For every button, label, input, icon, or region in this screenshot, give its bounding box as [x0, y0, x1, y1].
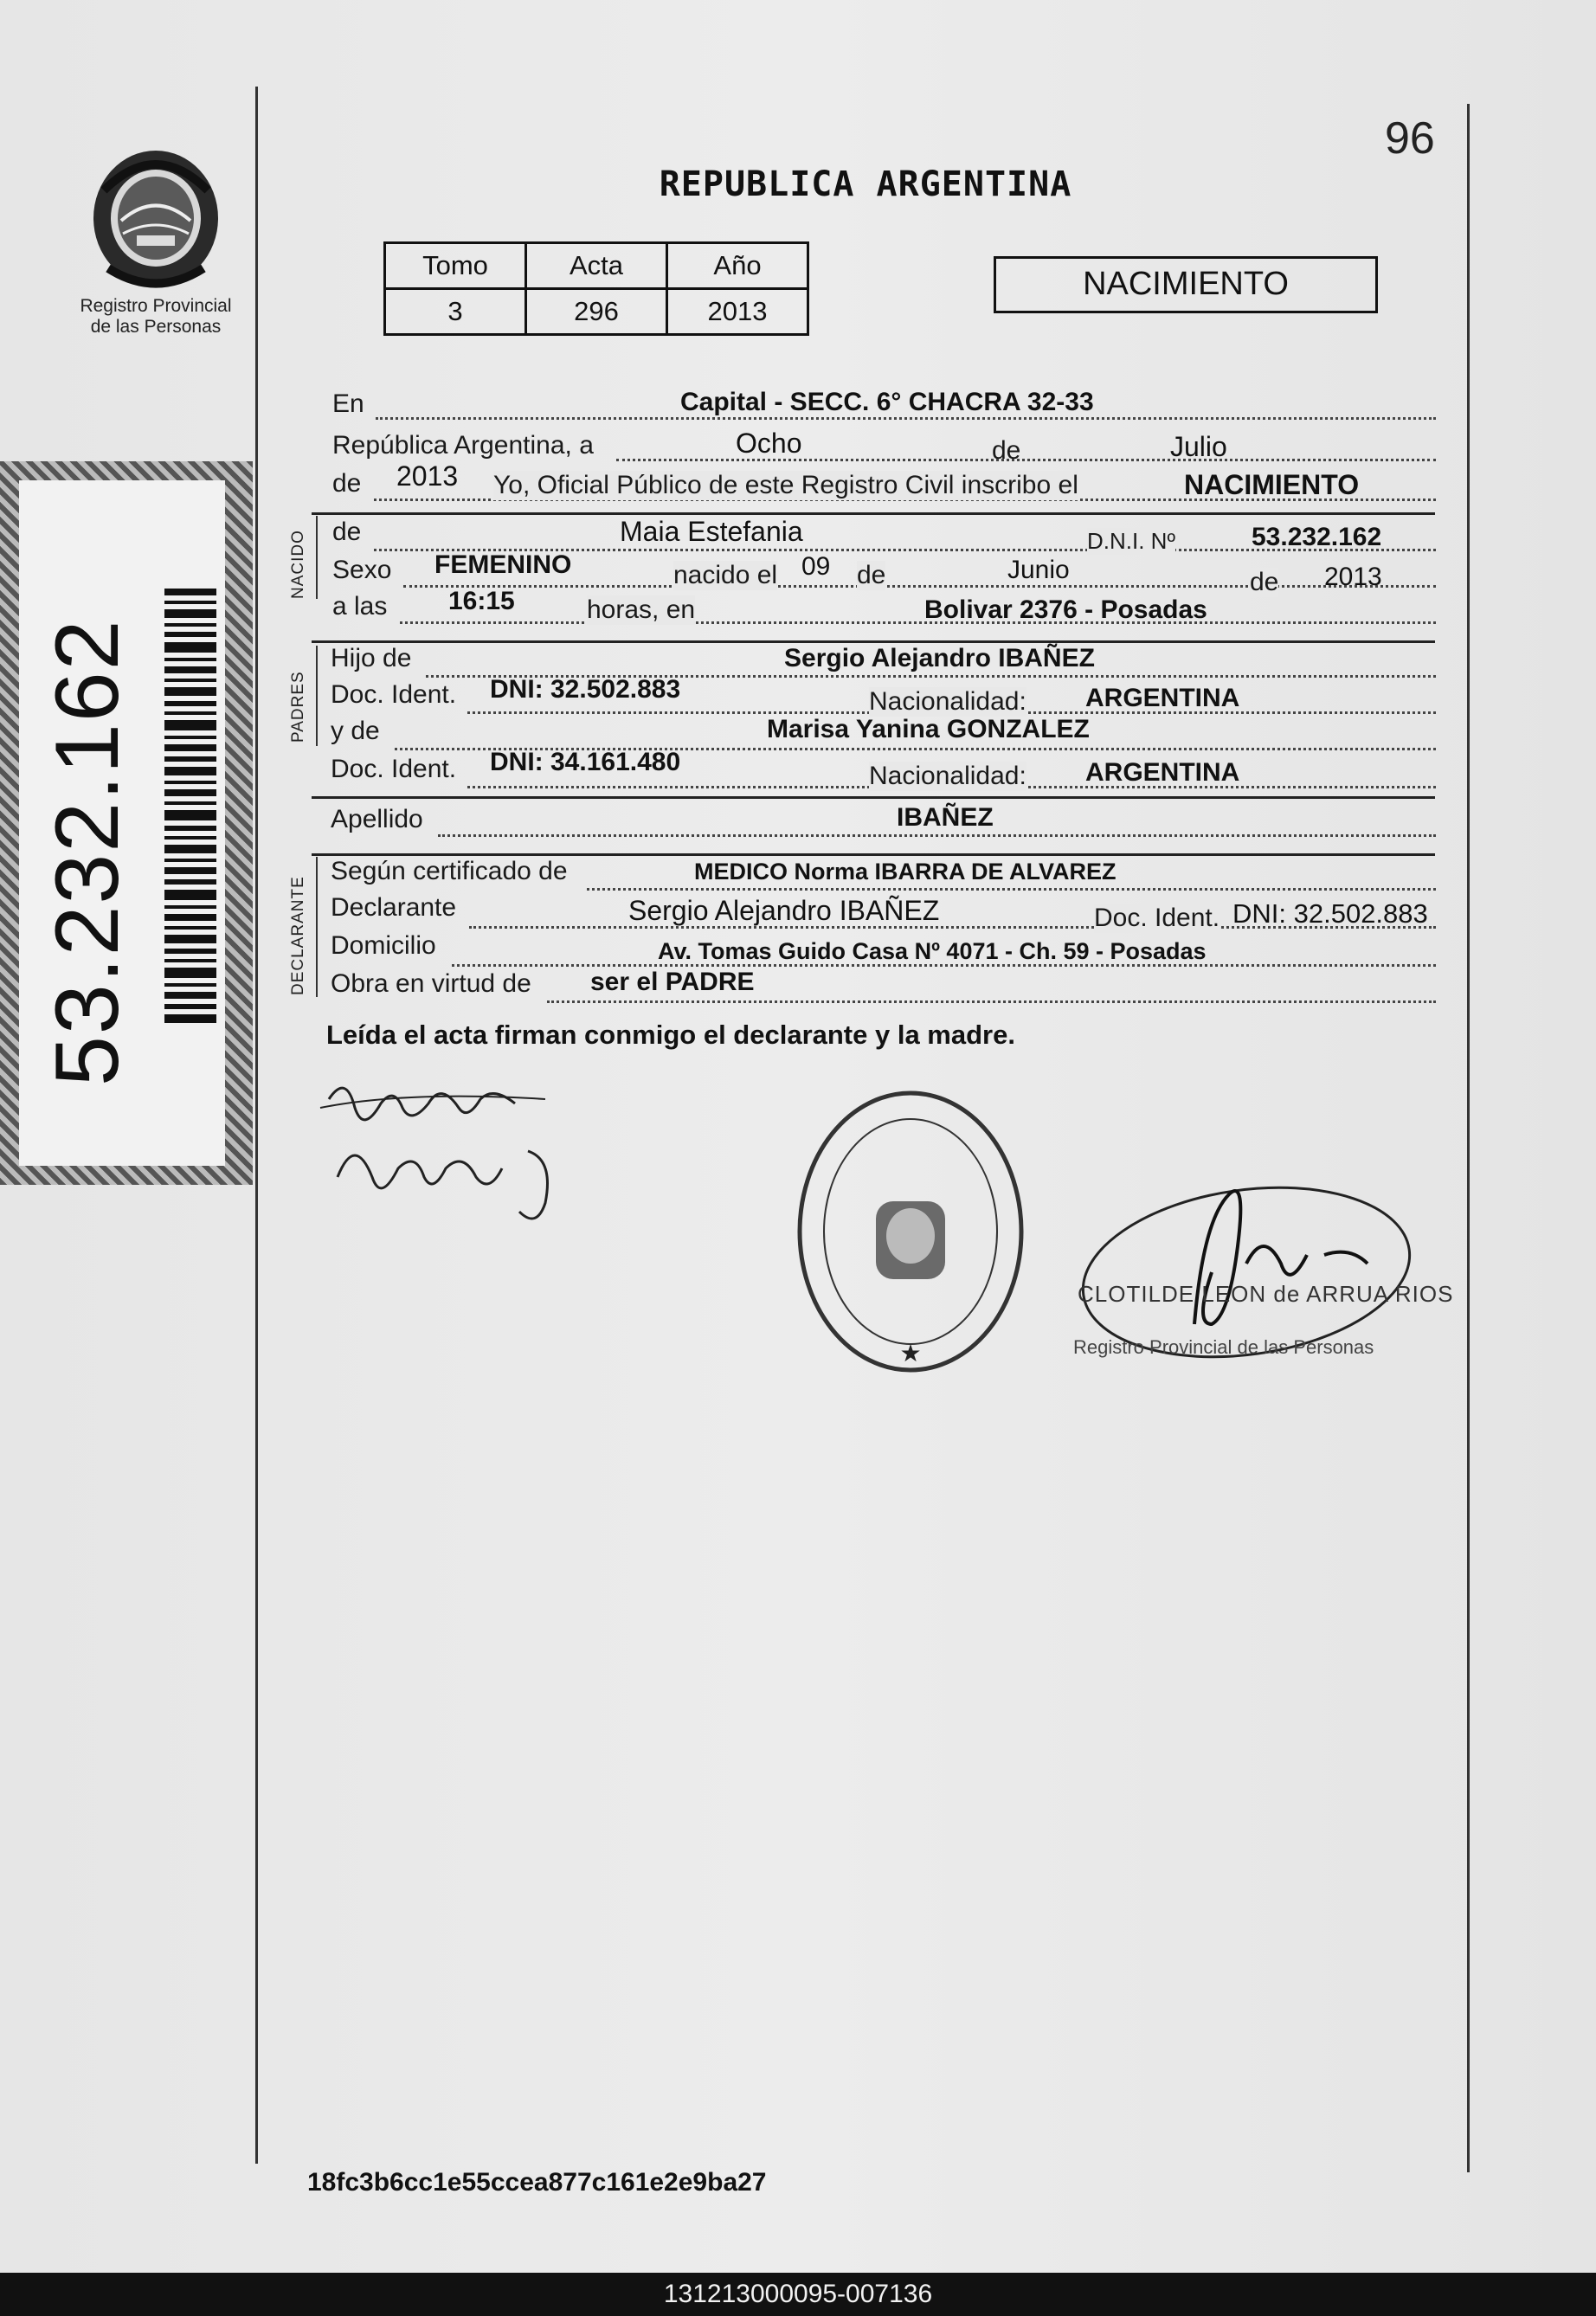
row-declarante [331, 891, 1436, 930]
label-hijo-de: Hijo de [331, 644, 412, 672]
register-value-anio: 2013 [667, 289, 808, 335]
closing-statement: Leída el acta firman conmigo el declarante y la madre. [326, 1020, 1015, 1050]
label-de: de [857, 561, 886, 589]
dotted-leader [376, 417, 1436, 420]
value-nombre: Maia Estefania [620, 516, 803, 547]
row-nombre [331, 516, 1436, 554]
value-madre: Marisa Yanina GONZALEZ [767, 715, 1090, 743]
dotted-leader [403, 585, 1436, 588]
register-header-row [385, 243, 808, 289]
logo-caption-line1: Registro Provincial [80, 296, 232, 316]
register-table [383, 241, 809, 336]
row-madre [331, 713, 1436, 751]
value-padre-doc: DNI: 32.502.883 [490, 675, 681, 704]
value-dni: 53.232.162 [1252, 523, 1382, 551]
label-doc-ident: Doc. Ident. [331, 680, 457, 709]
row-fecha-inscripcion [331, 428, 1436, 466]
value-madre-nacionalidad: ARGENTINA [1085, 758, 1240, 787]
label-nacionalidad: Nacionalidad: [869, 762, 1026, 790]
value-declarante: Sergio Alejandro IBAÑEZ [628, 895, 940, 926]
value-tipo-inscripcion: NACIMIENTO [1184, 469, 1360, 500]
value-anio-nacimiento: 2013 [1324, 563, 1382, 591]
value-anio-inscripcion: 2013 [396, 460, 459, 492]
value-lugar-inscripcion: Capital - SECC. 6° CHACRA 32-33 [680, 388, 1094, 416]
row-apellido [331, 801, 1436, 840]
left-margin-rule [255, 87, 258, 2164]
dotted-leader [400, 621, 1436, 624]
value-mes-nacimiento: Junio [1007, 556, 1070, 584]
logo-caption [52, 296, 260, 338]
value-sexo: FEMENINO [434, 550, 572, 579]
padres-section-line [316, 646, 318, 746]
document-title: REPUBLICA ARGENTINA [659, 164, 1072, 204]
label-domicilio: Domicilio [331, 931, 436, 960]
value-padre: Sergio Alejandro IBAÑEZ [784, 644, 1095, 672]
label-a-las: a las [332, 592, 388, 621]
right-margin-rule [1467, 104, 1470, 2172]
section-label-padres: PADRES [289, 671, 307, 743]
label-republica: República Argentina, a [332, 431, 594, 460]
label-doc-ident: Doc. Ident. [331, 755, 457, 783]
value-padre-nacionalidad: ARGENTINA [1085, 684, 1240, 712]
label-en: En [332, 389, 364, 418]
page-number: 96 [1385, 113, 1435, 164]
register-header-tomo: Tomo [385, 243, 526, 289]
dotted-leader [438, 834, 1436, 837]
label-nacionalidad: Nacionalidad: [869, 687, 1026, 716]
label-de: de [332, 518, 362, 546]
row-padre [331, 640, 1436, 679]
register-value-tomo: 3 [385, 289, 526, 335]
record-type-box: NACIMIENTO [994, 256, 1378, 313]
row-hora [331, 589, 1436, 627]
register-header-anio: Año [667, 243, 808, 289]
value-dia-inscripcion: Ocho [736, 428, 802, 459]
dotted-leader [547, 1000, 1436, 1003]
label-declarante: Declarante [331, 893, 457, 922]
label-de: de [332, 469, 362, 498]
row-oficial [331, 460, 1436, 504]
label-horas-en: horas, en [587, 595, 696, 624]
value-dia-nacimiento: 09 [801, 552, 831, 581]
signatures-declarante-madre [312, 1065, 589, 1238]
official-name: CLOTILDE LEON de ARRUA RIOS [1078, 1281, 1454, 1307]
value-certificado: MEDICO Norma IBARRA DE ALVAREZ [694, 859, 1117, 885]
label-de: de [1250, 568, 1279, 596]
label-dni: D.N.I. Nº [1087, 528, 1175, 554]
label-apellido: Apellido [331, 805, 423, 833]
row-obra [331, 966, 1436, 1004]
label-y-de: y de [331, 717, 380, 745]
label-nacido-el: nacido el [673, 561, 778, 589]
value-mes-inscripcion: Julio [1170, 431, 1227, 462]
value-obra: ser el PADRE [590, 968, 755, 996]
value-lugar-nacimiento: Bolivar 2376 - Posadas [924, 595, 1207, 624]
divider [312, 512, 1435, 515]
row-certificado [331, 853, 1436, 891]
row-padre-doc [331, 677, 1436, 715]
barcode-bars [164, 589, 216, 1030]
official-organization: Registro Provincial de las Personas [1073, 1336, 1374, 1358]
section-label-nacido: NACIDO [289, 530, 307, 599]
footer-code: 131213000095-007136 [0, 2273, 1596, 2316]
label-de: de [992, 436, 1021, 465]
divider [312, 796, 1435, 799]
row-sexo [331, 550, 1436, 596]
label-doc-ident: Doc. Ident. [1094, 904, 1220, 932]
section-label-declarante: DECLARANTE [289, 876, 307, 995]
value-apellido: IBAÑEZ [897, 803, 994, 832]
label-oficial-publico: Yo, Oficial Público de este Registro Civil inscribo el [493, 471, 1078, 499]
document-hash: 18fc3b6cc1e55ccea877c161e2e9ba27 [307, 2168, 767, 2197]
value-declarante-doc: DNI: 32.502.883 [1232, 898, 1428, 929]
register-header-acta: Acta [526, 243, 667, 289]
svg-text:★: ★ [899, 1340, 922, 1367]
register-value-acta: 296 [526, 289, 667, 335]
value-domicilio: Av. Tomas Guido Casa Nº 4071 - Ch. 59 - Posadas [658, 938, 1207, 964]
declarante-section-line [316, 857, 318, 997]
barcode-number: 53.232.162 [37, 618, 138, 1086]
logo-caption-line2: de las Personas [90, 317, 222, 337]
label-segun-certificado: Según certificado de [331, 857, 568, 885]
nacido-section-line [316, 516, 318, 599]
row-domicilio [331, 930, 1436, 968]
province-seal-logo [87, 138, 225, 290]
value-hora: 16:15 [448, 587, 515, 615]
label-sexo: Sexo [332, 556, 392, 584]
dotted-leader [587, 888, 1436, 891]
row-madre-doc [331, 748, 1436, 790]
official-stamp [789, 1080, 1032, 1383]
row-en [331, 386, 1436, 424]
label-obra-en-virtud: Obra en virtud de [331, 969, 531, 998]
value-madre-doc: DNI: 34.161.480 [490, 748, 681, 776]
register-value-row [385, 289, 808, 335]
